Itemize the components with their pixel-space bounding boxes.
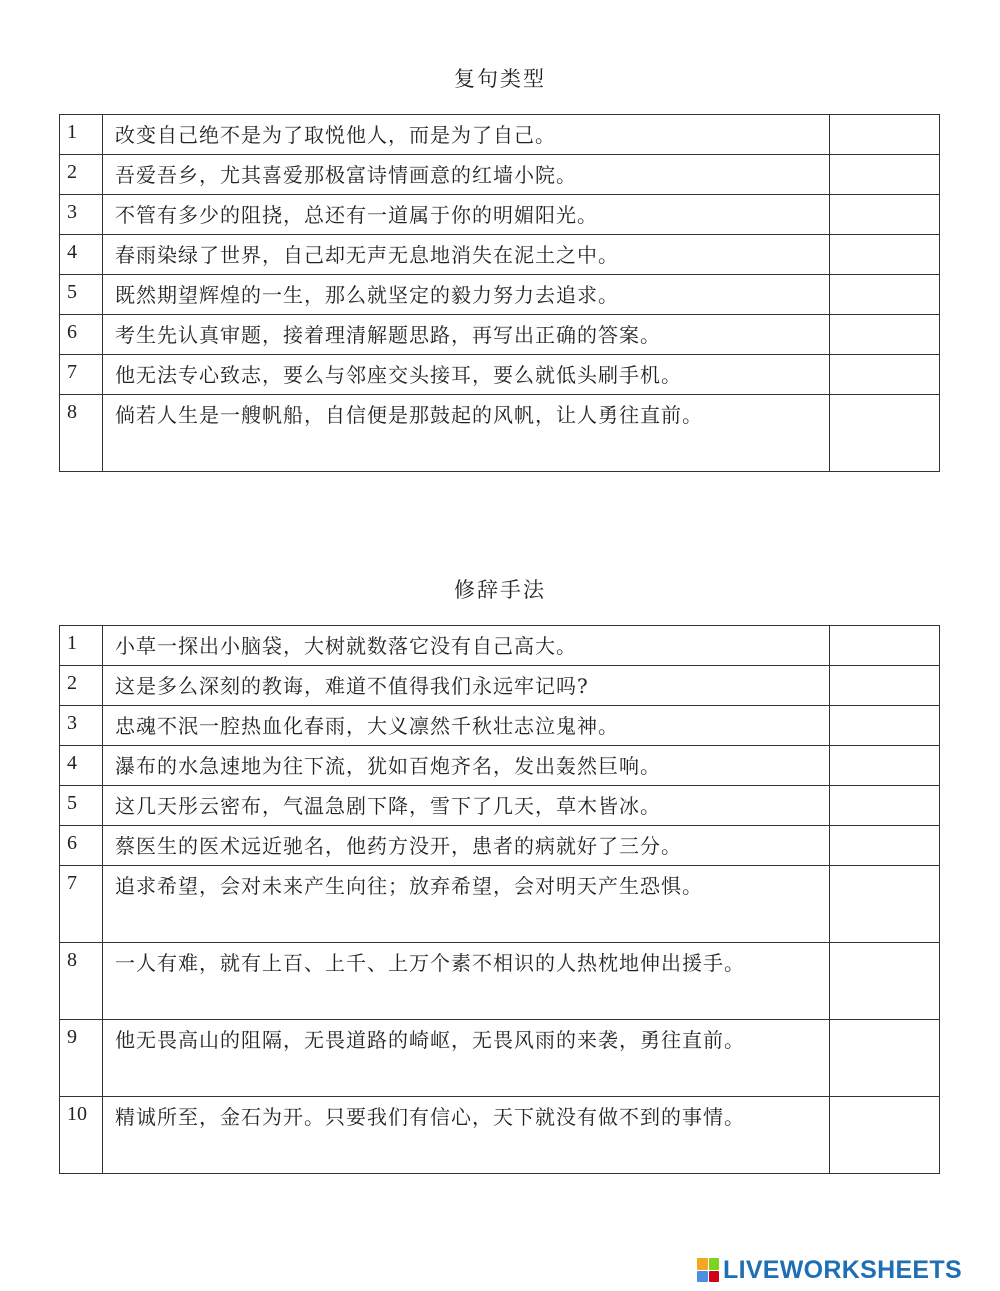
- row-number: 2: [60, 666, 103, 706]
- table-row: [60, 155, 940, 195]
- row-number: 6: [60, 826, 103, 866]
- row-number: 3: [60, 706, 103, 746]
- sentence-text: 这几天彤云密布，气温急剧下降，雪下了几天，草木皆冰。: [103, 786, 830, 826]
- logo-block: [709, 1258, 720, 1270]
- logo-block: [697, 1258, 708, 1270]
- table-row: [60, 315, 940, 355]
- answer-cell[interactable]: [830, 943, 940, 1020]
- sentence-text: 考生先认真审题，接着理清解题思路，再写出正确的答案。: [103, 315, 830, 355]
- row-number: 8: [60, 395, 103, 472]
- answer-cell[interactable]: [830, 235, 940, 275]
- sentence-text: 追求希望，会对未来产生向往；放弃希望，会对明天产生恐惧。: [103, 866, 830, 943]
- row-number: 9: [60, 1020, 103, 1097]
- row-number: 8: [60, 943, 103, 1020]
- sentence-text: 忠魂不泯一腔热血化春雨，大义凛然千秋壮志泣鬼神。: [103, 706, 830, 746]
- table-row: [60, 786, 940, 826]
- sentence-text: 蔡医生的医术远近驰名，他药方没开，患者的病就好了三分。: [103, 826, 830, 866]
- sentence-text: 改变自己绝不是为了取悦他人，而是为了自己。: [103, 115, 830, 155]
- answer-cell[interactable]: [830, 1020, 940, 1097]
- sentence-text: 他无法专心致志，要么与邻座交头接耳，要么就低头刷手机。: [103, 355, 830, 395]
- row-number: 2: [60, 155, 103, 195]
- table-row: [60, 1097, 940, 1174]
- section-title-sentence-types: 复句类型: [454, 67, 546, 91]
- row-number: 7: [60, 355, 103, 395]
- table-row: [60, 1020, 940, 1097]
- answer-cell[interactable]: [830, 866, 940, 943]
- liveworksheets-logo: [697, 1257, 993, 1283]
- table-row: [60, 943, 940, 1020]
- answer-cell[interactable]: [830, 195, 940, 235]
- row-number: 6: [60, 315, 103, 355]
- sentence-text: 春雨染绿了世界，自己却无声无息地消失在泥土之中。: [103, 235, 830, 275]
- answer-cell[interactable]: [830, 355, 940, 395]
- table-row: [60, 666, 940, 706]
- row-number: 5: [60, 786, 103, 826]
- sentence-text: 不管有多少的阻挠，总还有一道属于你的明媚阳光。: [103, 195, 830, 235]
- rhetorical-devices-table: [59, 625, 940, 1174]
- answer-cell[interactable]: [830, 315, 940, 355]
- answer-cell[interactable]: [830, 626, 940, 666]
- answer-cell[interactable]: [830, 275, 940, 315]
- sentence-text: 这是多么深刻的教诲，难道不值得我们永远牢记吗?: [103, 666, 830, 706]
- table-row: [60, 195, 940, 235]
- row-number: 4: [60, 235, 103, 275]
- sentence-text: 瀑布的水急速地为往下流，犹如百炮齐名，发出轰然巨响。: [103, 746, 830, 786]
- answer-cell[interactable]: [830, 706, 940, 746]
- section-title-rhetorical-devices: 修辞手法: [454, 578, 546, 602]
- row-number: 7: [60, 866, 103, 943]
- row-number: 1: [60, 626, 103, 666]
- answer-cell[interactable]: [830, 395, 940, 472]
- answer-cell[interactable]: [830, 155, 940, 195]
- logo-block: [709, 1271, 720, 1283]
- row-number: 3: [60, 195, 103, 235]
- sentence-text: 一人有难，就有上百、上千、上万个素不相识的人热枕地伸出援手。: [103, 943, 830, 1020]
- liveworksheets-logo-icon: [697, 1258, 719, 1282]
- row-number: 1: [60, 115, 103, 155]
- sentence-text: 既然期望辉煌的一生，那么就坚定的毅力努力去追求。: [103, 275, 830, 315]
- sentence-text: 他无畏高山的阻隔，无畏道路的崎岖，无畏风雨的来袭，勇往直前。: [103, 1020, 830, 1097]
- table-row: [60, 235, 940, 275]
- row-number: 4: [60, 746, 103, 786]
- liveworksheets-logo-text: LIVEWORKSHEETS: [723, 1256, 962, 1284]
- answer-cell[interactable]: [830, 826, 940, 866]
- table-row: [60, 275, 940, 315]
- table-row: [60, 746, 940, 786]
- sentence-text: 精诚所至，金石为开。只要我们有信心，天下就没有做不到的事情。: [103, 1097, 830, 1174]
- table-row: [60, 706, 940, 746]
- answer-cell[interactable]: [830, 746, 940, 786]
- table-row: [60, 826, 940, 866]
- answer-cell[interactable]: [830, 786, 940, 826]
- sentence-text: 倘若人生是一艘帆船，自信便是那鼓起的风帆，让人勇往直前。: [103, 395, 830, 472]
- table-row: [60, 626, 940, 666]
- sentence-text: 小草一探出小脑袋，大树就数落它没有自己高大。: [103, 626, 830, 666]
- logo-block: [697, 1271, 708, 1283]
- table-row: [60, 395, 940, 472]
- table-row: [60, 355, 940, 395]
- answer-cell[interactable]: [830, 1097, 940, 1174]
- sentence-text: 吾爱吾乡，尤其喜爱那极富诗情画意的红墙小院。: [103, 155, 830, 195]
- row-number: 5: [60, 275, 103, 315]
- table-row: [60, 866, 940, 943]
- answer-cell[interactable]: [830, 666, 940, 706]
- table-row: [60, 115, 940, 155]
- sentence-types-table: [59, 114, 940, 472]
- row-number: 10: [60, 1097, 103, 1174]
- answer-cell[interactable]: [830, 115, 940, 155]
